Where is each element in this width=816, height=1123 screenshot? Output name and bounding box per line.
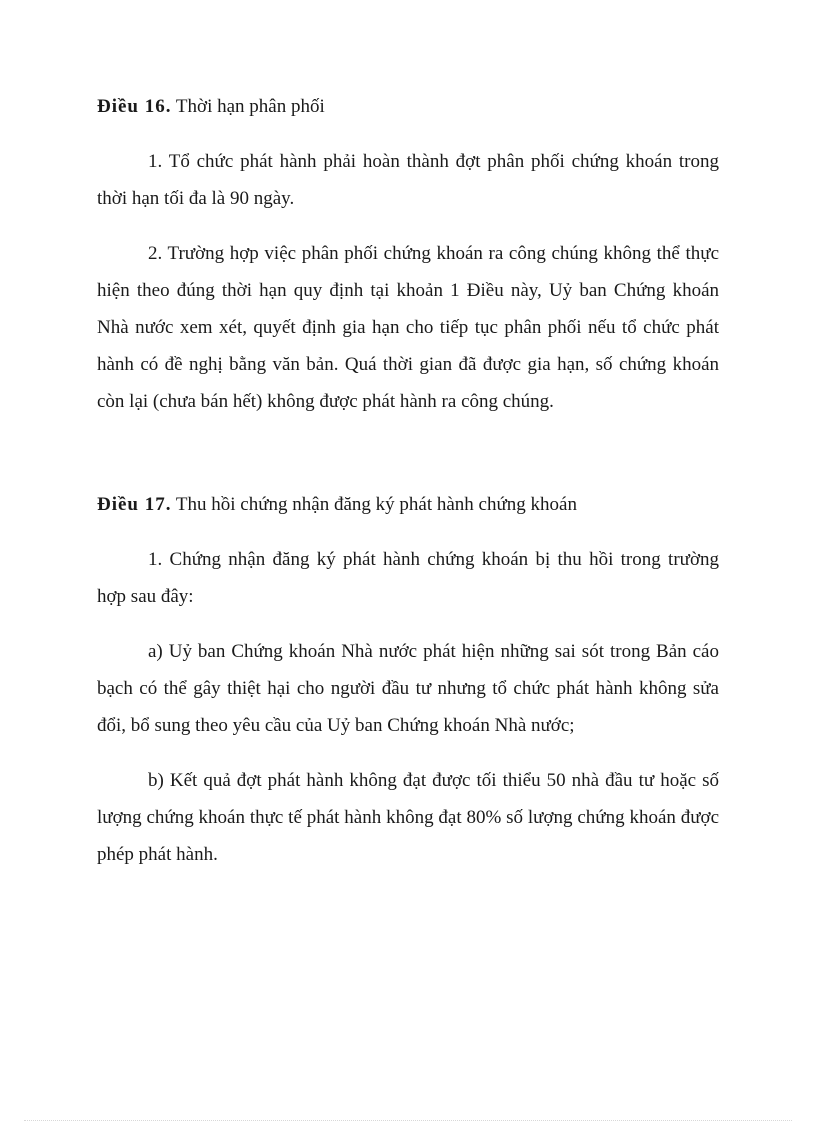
article-16-paragraph-1: 1. Tổ chức phát hành phải hoàn thành đợt phân phối chứng khoán trong thời hạn tối đa là 90 ngày. xyxy=(97,151,719,209)
section-gap xyxy=(97,420,719,486)
article-17-label: Điều 17. xyxy=(97,494,172,515)
spacer xyxy=(97,125,719,143)
article-17-item-b: b) Kết quả đợt phát hành không đạt được tối thiểu 50 nhà đầu tư hoặc số lượng chứng khoán thực tế phát hành không đạt 80% số lượng chứng khoán được phép phát hành. xyxy=(97,770,719,865)
page-bottom-rule xyxy=(24,1120,792,1121)
article-16-label: Điều 16. xyxy=(97,96,172,117)
article-16-heading xyxy=(97,88,719,125)
spacer xyxy=(97,744,719,762)
spacer xyxy=(97,523,719,541)
article-17-heading xyxy=(97,486,719,523)
article-17-title: Thu hồi chứng nhận đăng ký phát hành chứng khoán xyxy=(175,494,577,515)
article-16-paragraph-2: 2. Trường hợp việc phân phối chứng khoán ra công chúng không thể thực hiện theo đúng thời hạn quy định tại khoản 1 Điều này, Uỷ ban Chứng khoán Nhà nước xem xét, quyết định gia hạn cho tiếp tục phân phối nếu tổ chức phát hành có đề nghị bằng văn bản. Quá thời gian đã được gia hạn, số chứng khoán còn lại (chưa bán hết) không được phát hành ra công chúng. xyxy=(97,243,719,412)
article-17-item-a: a) Uỷ ban Chứng khoán Nhà nước phát hiện những sai sót trong Bản cáo bạch có thể gây thiệt hại cho người đầu tư nhưng tổ chức phát hành không sửa đổi, bổ sung theo yêu cầu của Uỷ ban Chứng khoán Nhà nước; xyxy=(97,641,719,736)
spacer xyxy=(97,615,719,633)
article-16-title: Thời hạn phân phối xyxy=(175,96,325,117)
article-17-paragraph-1: 1. Chứng nhận đăng ký phát hành chứng khoán bị thu hồi trong trường hợp sau đây: xyxy=(97,549,719,607)
spacer xyxy=(97,217,719,235)
document-page xyxy=(97,88,719,873)
